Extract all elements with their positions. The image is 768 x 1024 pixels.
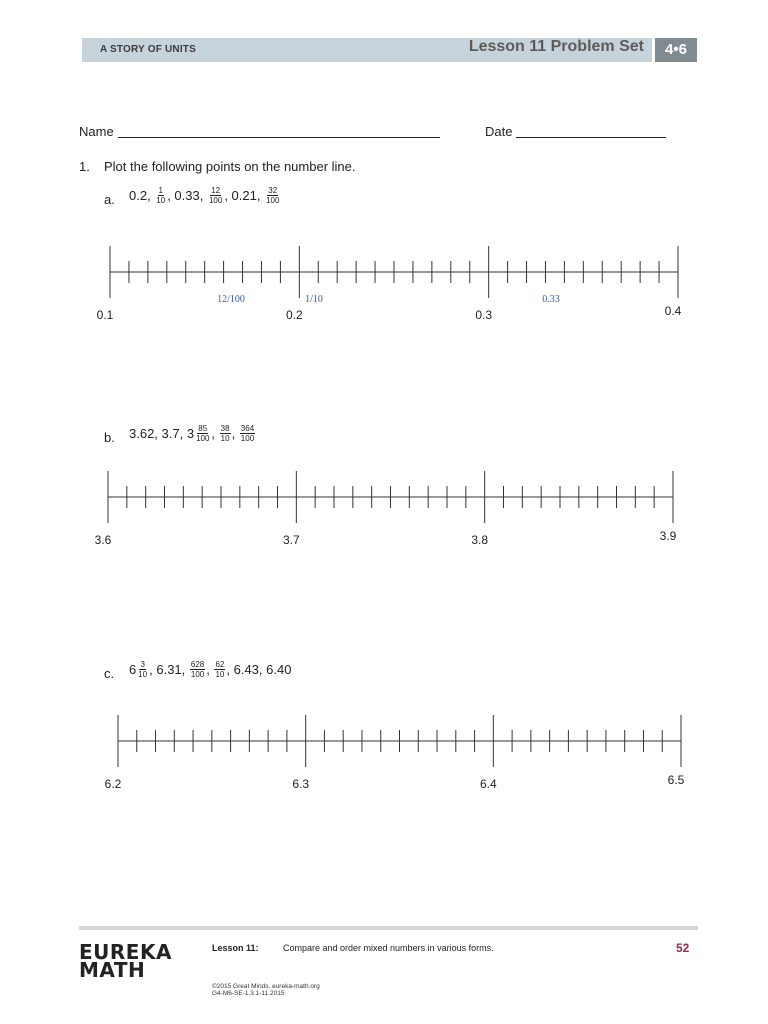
number-line-b[interactable] (95, 471, 677, 547)
value-text: 6 (129, 662, 137, 677)
tick-label: 3.6 (94, 533, 112, 547)
tick-label: 6.3 (292, 777, 310, 791)
part-a-label: a. (104, 192, 115, 207)
fraction-numerator: 85 (198, 424, 208, 433)
date-label: Date (485, 124, 513, 139)
number-line-c[interactable] (105, 715, 685, 791)
tick-label: 0.2 (285, 308, 303, 322)
value-text: , 6.31, (149, 662, 189, 677)
part-b-label: b. (104, 430, 115, 445)
question-number: 1. (79, 159, 90, 174)
value-text: , (211, 426, 219, 441)
value-text: , (231, 426, 239, 441)
value-text: 3.62, 3.7, 3 (129, 426, 195, 441)
tick-label: 3.8 (471, 533, 489, 547)
logo-line-1: EUREKA (79, 940, 172, 964)
number-line-a[interactable] (97, 246, 682, 322)
fraction-numerator: 38 (220, 424, 230, 433)
name-label: Name (79, 124, 114, 139)
plotted-point-label: 1/10 (305, 294, 323, 305)
question-text: Plot the following points on the number line. (104, 159, 356, 174)
tick-label: 0.3 (475, 308, 493, 322)
footer-lesson-label: Lesson 11: (212, 943, 259, 953)
fraction-denominator: 100 (266, 196, 280, 205)
fraction-denominator: 10 (220, 434, 230, 443)
fraction-denominator: 10 (215, 670, 225, 679)
fraction-denominator: 10 (138, 670, 148, 679)
fraction-numerator: 628 (190, 660, 205, 669)
lesson-title: Lesson 11 Problem Set (468, 38, 644, 55)
tick-label: 3.7 (282, 533, 300, 547)
header-series-label: A STORY OF UNITS (100, 44, 196, 55)
fraction-denominator: 100 (196, 434, 210, 443)
value-text: , 0.21, (224, 188, 265, 203)
value-text: 0.2, (129, 188, 155, 203)
eureka-math-logo (79, 940, 172, 982)
footer-rule (79, 926, 698, 930)
fraction-denominator: 100 (240, 434, 255, 443)
tick-label: 0.1 (96, 308, 114, 322)
logo-line-2: MATH (79, 958, 146, 982)
fraction-numerator: 3 (140, 660, 145, 669)
fraction-numerator: 1 (158, 186, 163, 195)
tick-label: 0.4 (664, 304, 682, 318)
footer-description: Compare and order mixed numbers in various forms. (283, 943, 494, 953)
value-text: , 0.33, (167, 188, 207, 203)
value-text: , (206, 662, 214, 677)
doc-code: G4-M6-SE-1.3.1-11.2015 (212, 990, 285, 997)
plotted-point-label: 0.33 (542, 294, 560, 305)
value-text: , 6.43, 6.40 (226, 662, 292, 677)
plotted-point-label: 12/100 (217, 294, 245, 305)
footer-copyright (212, 983, 320, 997)
tick-label: 6.2 (104, 777, 122, 791)
copyright-text: ©2015 Great Minds. eureka-math.org (212, 983, 320, 990)
fraction-denominator: 10 (156, 196, 166, 205)
tick-label: 6.4 (479, 777, 497, 791)
module-badge: 4•6 (655, 38, 697, 62)
fraction-denominator: 100 (208, 196, 223, 205)
page-number: 52 (676, 941, 690, 955)
fraction-numerator: 12 (211, 186, 221, 195)
fraction-numerator: 32 (268, 186, 278, 195)
tick-label: 6.5 (667, 773, 685, 787)
fraction-numerator: 62 (215, 660, 225, 669)
tick-label: 3.9 (659, 529, 677, 543)
part-c-label: c. (104, 666, 115, 681)
fraction-numerator: 364 (240, 424, 255, 433)
fraction-denominator: 100 (190, 670, 205, 679)
